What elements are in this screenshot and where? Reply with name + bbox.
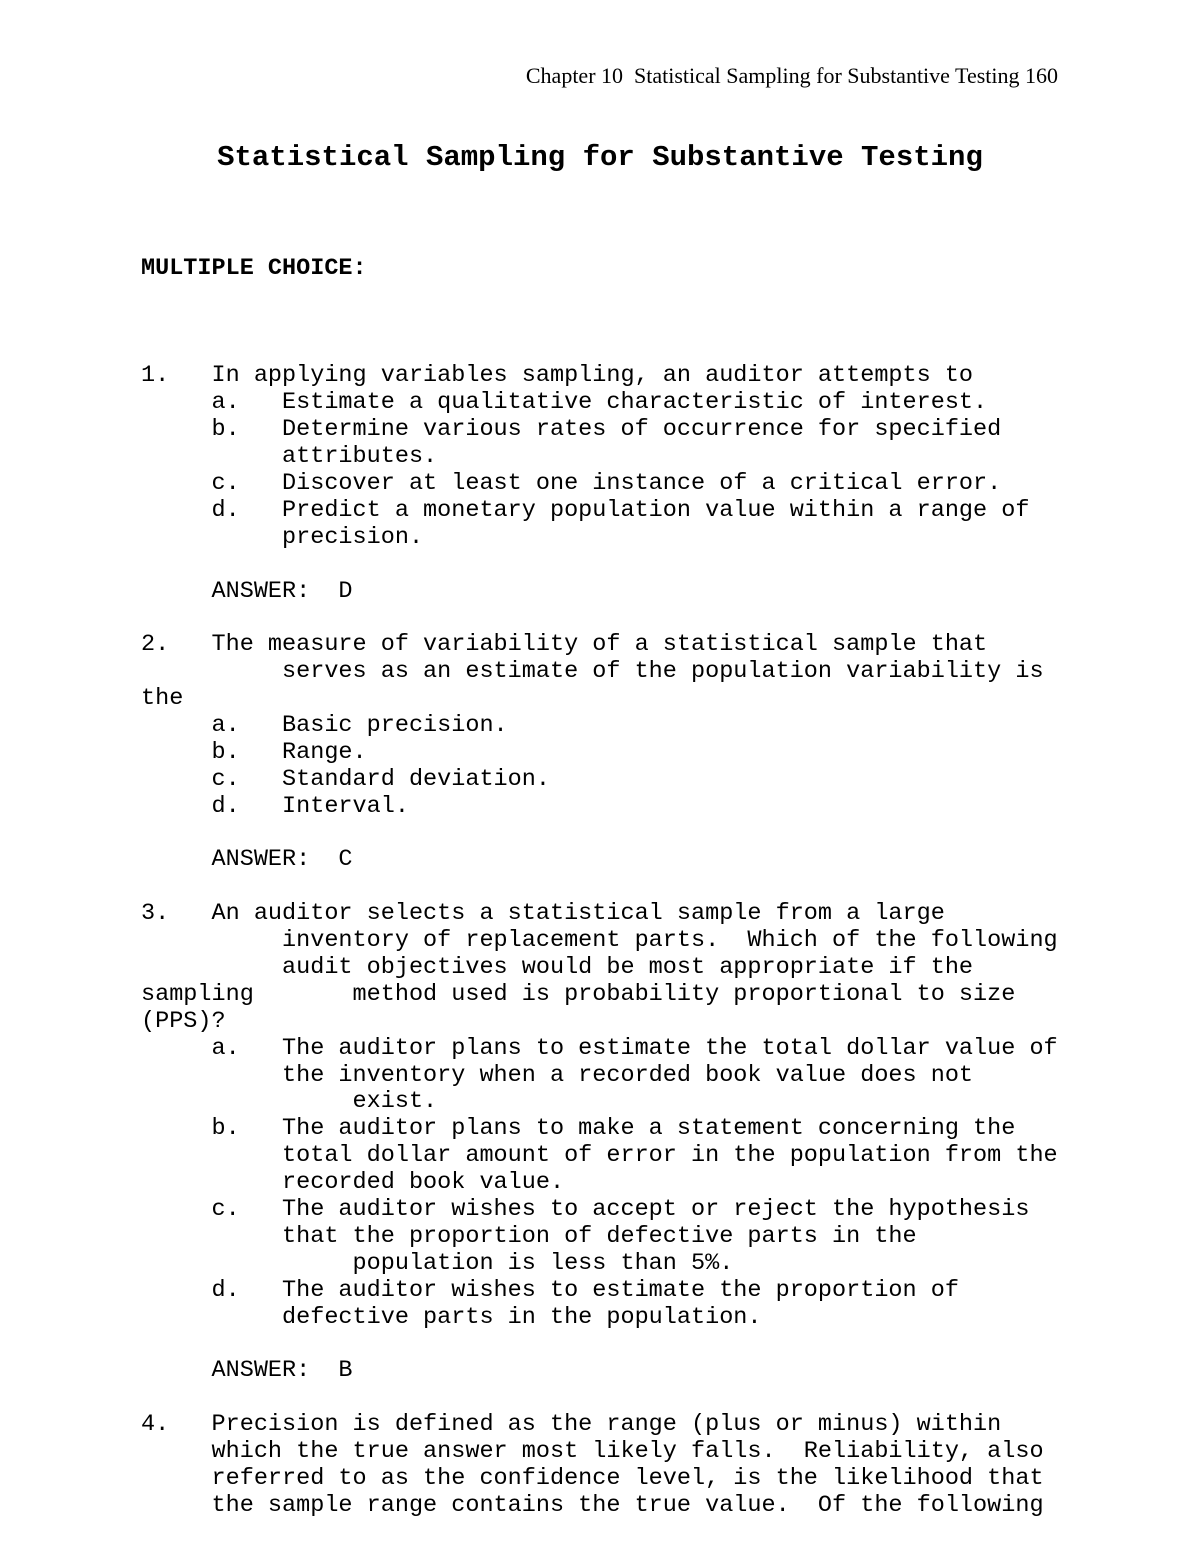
- text-line: ANSWER: D: [141, 577, 353, 605]
- text-line: d. The auditor wishes to estimate the proportion of: [141, 1276, 959, 1304]
- text-line: a. Estimate a qualitative characteristic of interest.: [141, 389, 988, 417]
- text-line: 1. In applying variables sampling, an auditor attempts to: [141, 362, 974, 390]
- text-line: d. Predict a monetary population value within a range of: [141, 496, 1030, 524]
- text-line: 2. The measure of variability of a statistical sample that: [141, 631, 988, 659]
- text-line: defective parts in the population.: [141, 1303, 762, 1331]
- text-line: [141, 874, 1058, 901]
- text-line: referred to as the confidence level, is the likelihood that: [141, 1464, 1044, 1492]
- text-line: d. Interval.: [141, 792, 409, 820]
- text-line: that the proportion of defective parts in the: [141, 1222, 917, 1250]
- text-line: (PPS)?: [141, 1007, 226, 1035]
- text-line: [141, 1385, 1058, 1412]
- section-heading: MULTIPLE CHOICE:: [141, 254, 367, 282]
- text-line: sampling method used is probability proportional to size: [141, 980, 1016, 1008]
- text-line: [141, 821, 1058, 848]
- text-line: b. Determine various rates of occurrence for specified: [141, 416, 1002, 444]
- text-line: a. Basic precision.: [141, 711, 508, 739]
- text-line: attributes.: [141, 443, 438, 471]
- text-line: precision.: [141, 523, 424, 551]
- text-line: [141, 1331, 1058, 1358]
- text-line: the sample range contains the true value. Of the following: [141, 1491, 1044, 1519]
- document-body: [141, 202, 1058, 1547]
- text-line: [141, 605, 1058, 632]
- running-header: [526, 62, 1058, 90]
- text-line: c. Standard deviation.: [141, 765, 550, 793]
- text-line: exist.: [141, 1088, 438, 1116]
- text-line: b. The auditor plans to make a statement concerning the: [141, 1115, 1016, 1143]
- text-line: b. Range.: [141, 738, 367, 766]
- text-line: ANSWER: B: [141, 1357, 353, 1385]
- text-line: [141, 337, 1058, 364]
- text-line: c. The auditor wishes to accept or reject the hypothesis: [141, 1196, 1030, 1224]
- text-line: total dollar amount of error in the population from the: [141, 1142, 1058, 1170]
- text-line: [141, 552, 1058, 579]
- text-line: the inventory when a recorded book value does not: [141, 1061, 974, 1089]
- text-line: ANSWER: C: [141, 846, 353, 874]
- question-lines: [141, 337, 1058, 1520]
- text-line: the: [141, 685, 184, 713]
- text-line: 3. An auditor selects a statistical sample from a large: [141, 900, 945, 928]
- text-line: inventory of replacement parts. Which of the following: [141, 927, 1058, 955]
- text-line: which the true answer most likely falls. Reliability, also: [141, 1438, 1044, 1466]
- text-line: recorded book value.: [141, 1169, 565, 1197]
- chapter-title: Chapter 10 Statistical Sampling for Substantive Testing: [525, 63, 1020, 88]
- text-line: 4. Precision is defined as the range (plus or minus) within: [141, 1411, 1002, 1439]
- text-line: audit objectives would be most appropriate if the: [141, 954, 974, 981]
- page-number: 160: [1025, 63, 1058, 88]
- text-line: c. Discover at least one instance of a critical error.: [141, 469, 1002, 497]
- text-line: a. The auditor plans to estimate the total dollar value of: [141, 1034, 1058, 1062]
- text-line: serves as an estimate of the population variability is: [141, 658, 1044, 686]
- page-title: Statistical Sampling for Substantive Testing: [217, 141, 983, 174]
- text-line: population is less than 5%.: [141, 1249, 734, 1277]
